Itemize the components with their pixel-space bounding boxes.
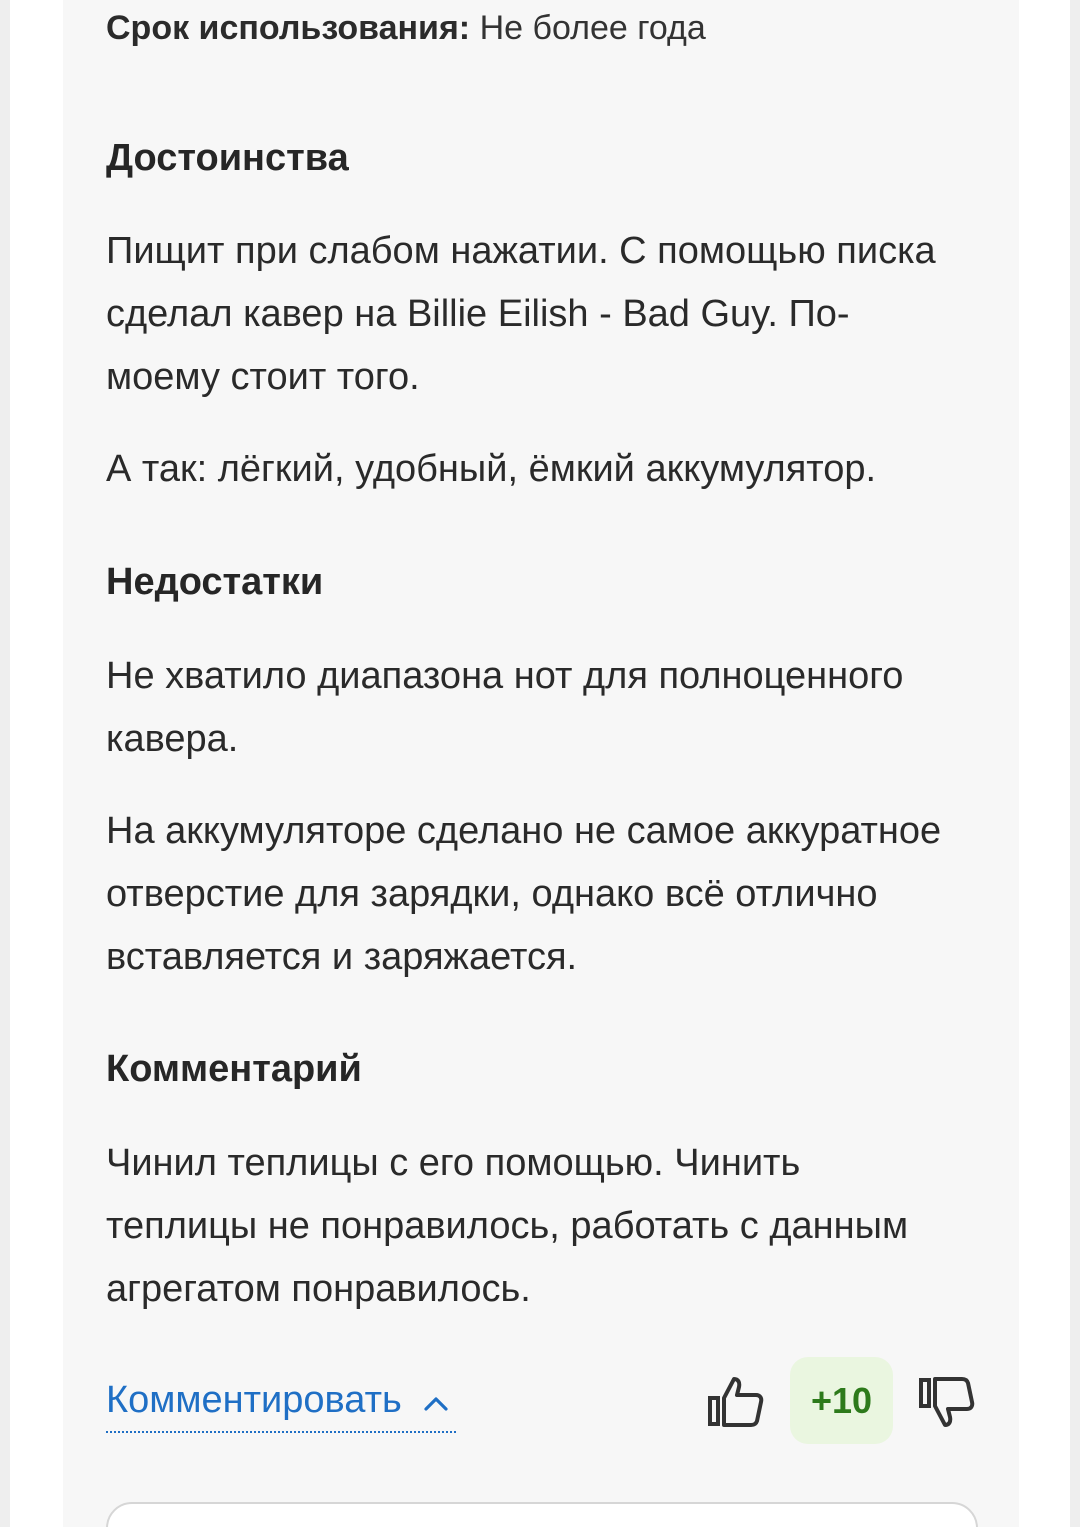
comment-paragraph (106, 1132, 986, 1321)
comment-link[interactable] (106, 1375, 456, 1433)
vote-score-badge: +10 (790, 1357, 893, 1444)
cons-paragraph-1-line: Не хватило диапазона нот для полноценного (106, 655, 904, 697)
usage-period (106, 6, 706, 50)
comment-paragraph-line: теплицы не понравилось, работать с данным (106, 1205, 909, 1247)
cons-paragraph-2-line: отверстие для зарядки, однако всё отлично (106, 873, 878, 915)
comment-paragraph-line: агрегатом понравилось. (106, 1268, 531, 1310)
pros-paragraph-1-line: моему стоит того. (106, 356, 420, 398)
cons-paragraph-2 (106, 800, 986, 989)
thumbs-down-icon[interactable] (918, 1373, 976, 1431)
cons-heading: Недостатки (106, 561, 324, 603)
page-edge-left (0, 0, 10, 1527)
review-card (63, 0, 1019, 1527)
page-edge-right (1070, 0, 1080, 1527)
next-card-edge (106, 1502, 978, 1527)
cons-paragraph-2-line: вставляется и заряжается. (106, 936, 578, 978)
pros-paragraph-2-line: А так: лёгкий, удобный, ёмкий аккумулятор. (106, 448, 877, 490)
pros-paragraph-2 (106, 438, 986, 501)
review-actions (106, 1357, 976, 1447)
thumbs-up-icon[interactable] (707, 1373, 765, 1431)
comment-link-label: Комментировать (106, 1379, 402, 1421)
chevron-up-icon (416, 1387, 456, 1417)
pros-paragraph-1-line: Пищит при слабом нажатии. С помощью писка (106, 230, 936, 272)
cons-paragraph-2-line: На аккумуляторе сделано не самое аккуратное (106, 810, 942, 852)
usage-period-label: Срок использования: (106, 9, 471, 47)
pros-paragraph-1 (106, 220, 986, 409)
cons-paragraph-1-line: кавера. (106, 718, 239, 760)
usage-period-value: Не более года (479, 9, 706, 47)
pros-heading: Достоинства (106, 137, 349, 179)
comment-paragraph-line: Чинил теплицы с его помощью. Чинить (106, 1142, 801, 1184)
comment-heading: Комментарий (106, 1048, 362, 1090)
pros-paragraph-1-line: сделал кавер на Billie Eilish - Bad Guy. По- (106, 293, 850, 335)
cons-paragraph-1 (106, 645, 986, 771)
